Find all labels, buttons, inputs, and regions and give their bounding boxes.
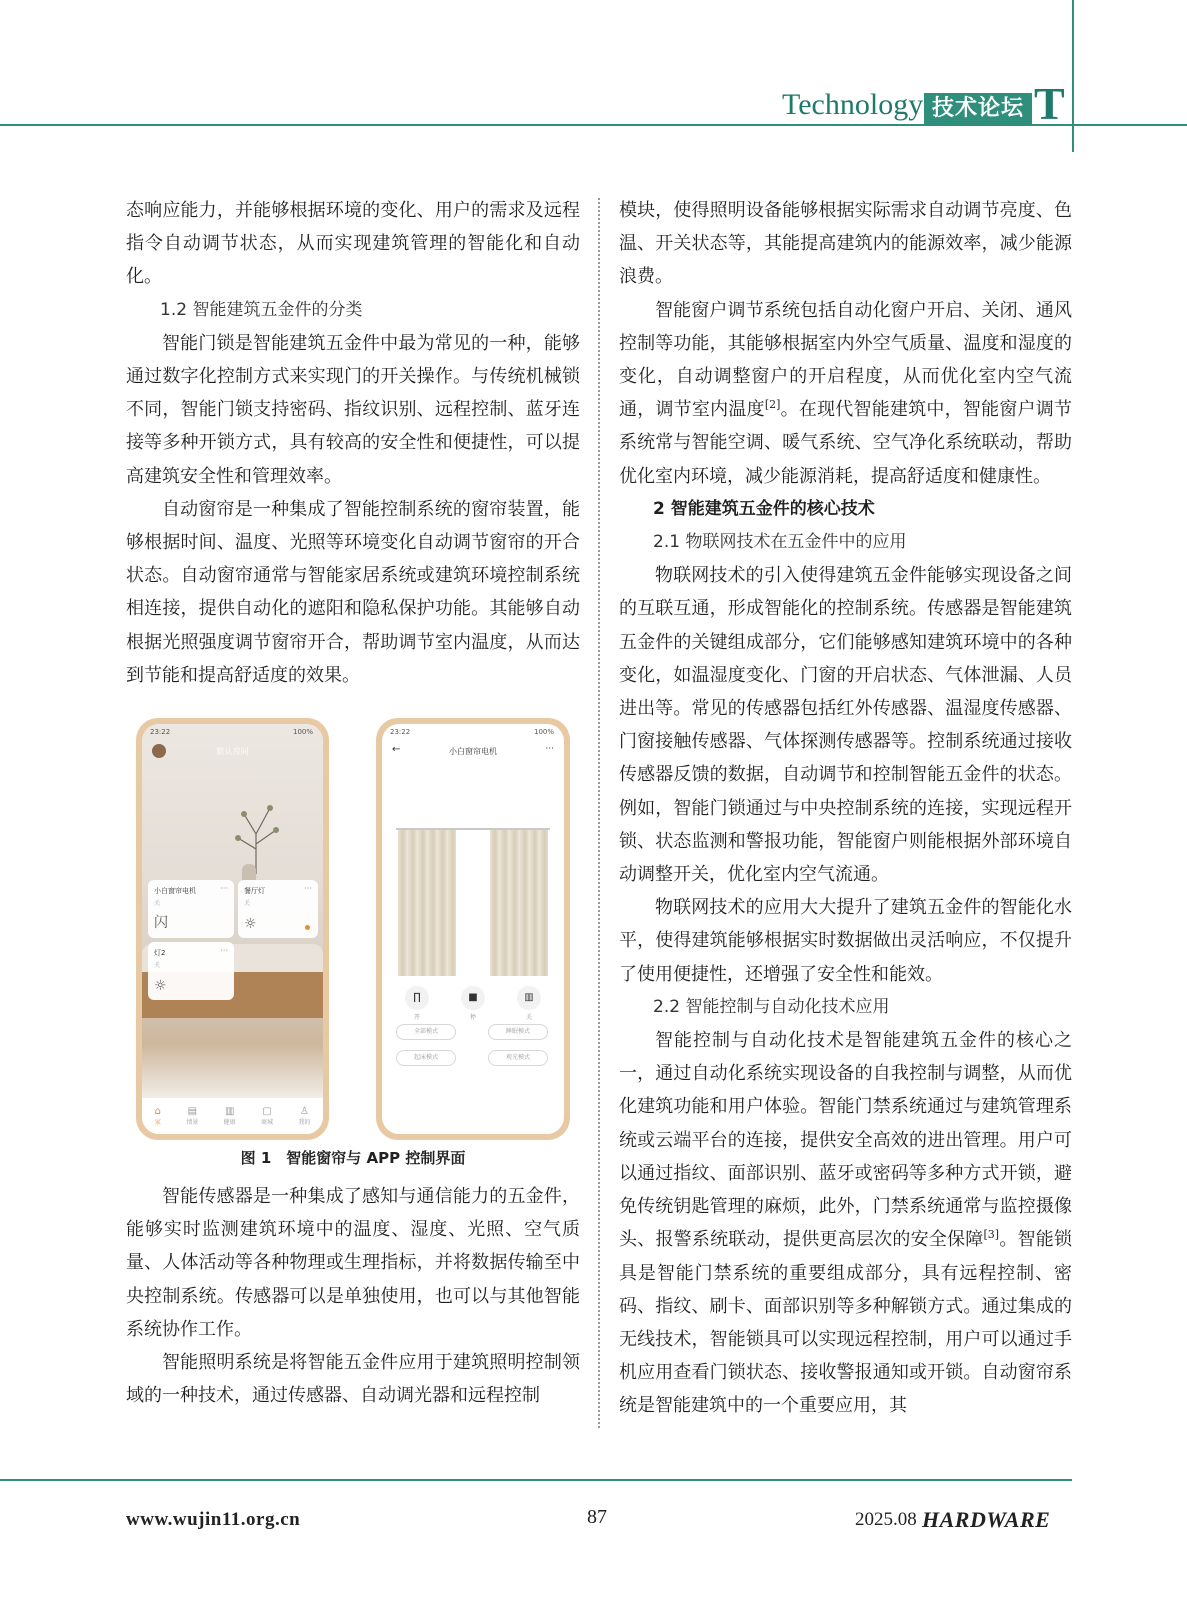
close-button[interactable]: ▥ 关 (514, 986, 544, 1021)
tab-bar (142, 1098, 323, 1134)
subsection-heading: 1.2 智能建筑五金件的分类 (160, 299, 363, 320)
status-time: 23:22 (150, 728, 171, 736)
footer-rule (0, 1479, 1072, 1481)
phone-curtain-control (376, 718, 570, 1140)
subsection-heading: 2.2 智能控制与自动化技术应用 (653, 996, 890, 1017)
citation-ref[interactable]: [2] (764, 398, 781, 412)
footer-url[interactable]: www.wujin11.org.cn (126, 1509, 301, 1530)
paragraph: 自动窗帘是一种集成了智能控制系统的窗帘装置，能够根据时间、温度、光照等环境变化自动调节窗帘的开合状态。自动窗帘通常与智能家居系统或建筑环境控制系统相连接，提供自动化的遮阳和隐私保护功能。其能够自动根据光照强度调节窗帘开合，帮助调节室内温度，从而达到节能和提高舒适度的效果。 (126, 498, 580, 686)
mode-button-all[interactable]: 全部模式 (396, 1024, 456, 1040)
device-card-light-2[interactable] (148, 942, 234, 1000)
paragraph: 智能传感器是一种集成了感知与通信能力的五金件，能够实时监测建筑环境中的温度、湿度、光照、空气质量、人体活动等各种物理或生理指标，并将数据传输至中央控制系统。传感器可以是单独使用，也可以与其他智能系统协作工作。 (126, 1186, 580, 1340)
phone-home-screen (136, 718, 329, 1140)
stop-icon: ■ (461, 986, 485, 1010)
section-title-cn: 技术论坛 (924, 93, 1032, 125)
home-icon: ⌂ (154, 1106, 162, 1117)
figure-caption: 图 1 智能窗帘与 APP 控制界面 (240, 1149, 466, 1167)
room-title: 默认房间 (216, 747, 249, 756)
light-bulb-icon: ☼ (154, 978, 167, 994)
device-card-curtain[interactable] (148, 880, 234, 938)
paragraph: 智能门锁是智能建筑五金件中最为常见的一种，能够通过数字化控制方式来实现门的开关操作。与传统机械锁不同，智能门锁支持密码、指纹识别、远程控制、蓝牙连接等多种开锁方式，具有较高的安全性和便捷性，可以提高建筑安全性和管理效率。 (126, 332, 580, 487)
open-icon: ∏ (405, 986, 429, 1010)
back-arrow-icon[interactable]: ← (392, 744, 401, 755)
paragraph: 模块，使得照明设备能够根据实际需求自动调节亮度、色温、开关状态等，其能提高建筑内的能源效率，减少能源浪费。 (619, 200, 1072, 288)
left-column-continued (126, 1180, 580, 1412)
mode-button-sleep[interactable]: 睡眠模式 (488, 1024, 548, 1040)
tab-me[interactable]: ♙ 我的 (298, 1106, 311, 1126)
phone-screen (142, 724, 323, 1134)
device-name: 小白窗帘电机 (154, 887, 196, 895)
paragraph: 智能窗户调节系统包括自动化窗户开启、关闭、通风控制等功能，其能够根据室内外空气质量、温度和湿度的变化，自动调整窗户的开启程度，从而优化室内空气流通，调节室内温度[2]。在现代智能建筑中，智能窗户调节系统常与智能空调、暖气系统、空气净化系统联动，帮助优化室内环境，减少能源消耗，提高舒适度和健康性。 (619, 299, 1073, 487)
device-title: 小白窗帘电机 (449, 747, 497, 756)
section-letter: T (1034, 78, 1065, 129)
curtain-left-panel[interactable] (398, 830, 456, 976)
subsection-heading: 2.1 物联网技术在五金件中的应用 (653, 532, 907, 553)
stop-button[interactable]: ■ 停 (458, 986, 488, 1021)
more-icon[interactable]: ··· (304, 884, 312, 893)
tab-scene[interactable]: ▤ 情景 (186, 1106, 199, 1126)
mode-button-view[interactable]: 观光模式 (488, 1050, 548, 1066)
health-icon: ▥ (224, 1106, 235, 1117)
column-divider (598, 198, 600, 1428)
tab-mall[interactable]: ▢ 商城 (260, 1106, 273, 1126)
mall-icon: ▢ (262, 1106, 272, 1117)
open-button[interactable]: ∏ 开 (402, 986, 432, 1021)
curtain-right-panel[interactable] (490, 830, 548, 976)
tab-health[interactable]: ▥ 健康 (223, 1106, 236, 1126)
section-title-en: Technology (782, 88, 924, 121)
device-state: 关 (244, 900, 251, 907)
more-icon[interactable]: ··· (220, 946, 228, 955)
more-icon[interactable]: ··· (545, 744, 554, 754)
status-dot (305, 925, 310, 930)
page-number: 87 (587, 1506, 607, 1528)
section-heading: 2 智能建筑五金件的核心技术 (653, 498, 875, 519)
device-name: 灯2 (154, 949, 166, 957)
citation-ref[interactable]: [3] (983, 1228, 1000, 1242)
paragraph: 智能控制与自动化技术是智能建筑五金件的核心之一，通过自动化系统实现设备的自我控制与调整，从而优化建筑功能和用户体验。智能门禁系统通过与建筑管理系统或云端平台的连接，提供安全高效的进出管理。用户可以通过指纹、面部识别、蓝牙或密码等多种方式开锁，避免传统钥匙管理的麻烦，此外，门禁系统通常与监控摄像头、报警系统联动，提供更高层次的安全保障[3]。智能锁具是智能门禁系统的重要组成部分，具有远程控制、密码、指纹、刷卡、面部识别等多种解锁方式。通过集成的无线技术，智能锁具可以实现远程控制，用户可以通过手机应用查看门锁状态、接收警报通知或开锁。自动窗帘系统是智能建筑中的一个重要应用，其 (619, 1030, 1073, 1417)
user-icon: ♙ (299, 1106, 309, 1117)
mode-button-wake[interactable]: 起床模式 (396, 1050, 456, 1066)
left-column (126, 194, 580, 692)
status-time: 23:22 (390, 728, 411, 736)
tab-home[interactable]: ⌂ 家 (154, 1106, 162, 1126)
paragraph: 物联网技术的应用大大提升了建筑五金件的智能化水平，使得建筑能够根据实时数据做出灵活响应，不仅提升了使用便捷性，还增强了安全性和能效。 (619, 897, 1072, 985)
phone-screen (382, 724, 564, 1134)
device-card-dining-light[interactable] (238, 880, 318, 938)
header-vertical-rule (1072, 0, 1074, 152)
right-column (619, 194, 1072, 1423)
more-icon[interactable]: ··· (220, 884, 228, 893)
close-icon: ▥ (517, 986, 541, 1010)
issue-number: 2025.08 (855, 1509, 917, 1530)
device-name: 餐厅灯 (244, 887, 265, 895)
device-state: 关 (154, 900, 161, 907)
status-battery: 100% (292, 728, 313, 736)
status-battery: 100% (533, 728, 554, 736)
paragraph: 物联网技术的引入使得建筑五金件能够实现设备之间的互联互通，形成智能化的控制系统。传感器是智能建筑五金件的关键组成部分，它们能够感知建筑环境中的各种变化，如温湿度变化、门窗的开启状态、气体泄漏、人员进出等。常见的传感器包括红外传感器、温湿度传感器、门窗接触传感器、气体探测传感器等。控制系统通过接收传感器反馈的数据，自动调节和控制智能五金件的状态。例如，智能门锁通过与中央控制系统的连接，实现远程开锁、状态监测和警报功能，智能窗户则能根据外部环境自动调整开关，优化室内空气流通。 (619, 565, 1072, 886)
paragraph: 智能照明系统是将智能五金件应用于建筑照明控制领域的一种技术，通过传感器、自动调光器和远程控制 (126, 1352, 580, 1407)
curtain-icon: 闪 (154, 915, 168, 931)
figure-1 (126, 714, 580, 1144)
scene-icon: ▤ (187, 1106, 198, 1117)
device-state: 关 (154, 962, 161, 969)
paragraph: 态响应能力，并能够根据环境的变化、用户的需求及远程指令自动调节状态，从而实现建筑管理的智能化和自动化。 (126, 200, 580, 288)
plant-branch-icon (226, 794, 286, 874)
journal-brand: HARDWARE (922, 1507, 1051, 1532)
light-bulb-icon: ☼ (244, 916, 257, 932)
